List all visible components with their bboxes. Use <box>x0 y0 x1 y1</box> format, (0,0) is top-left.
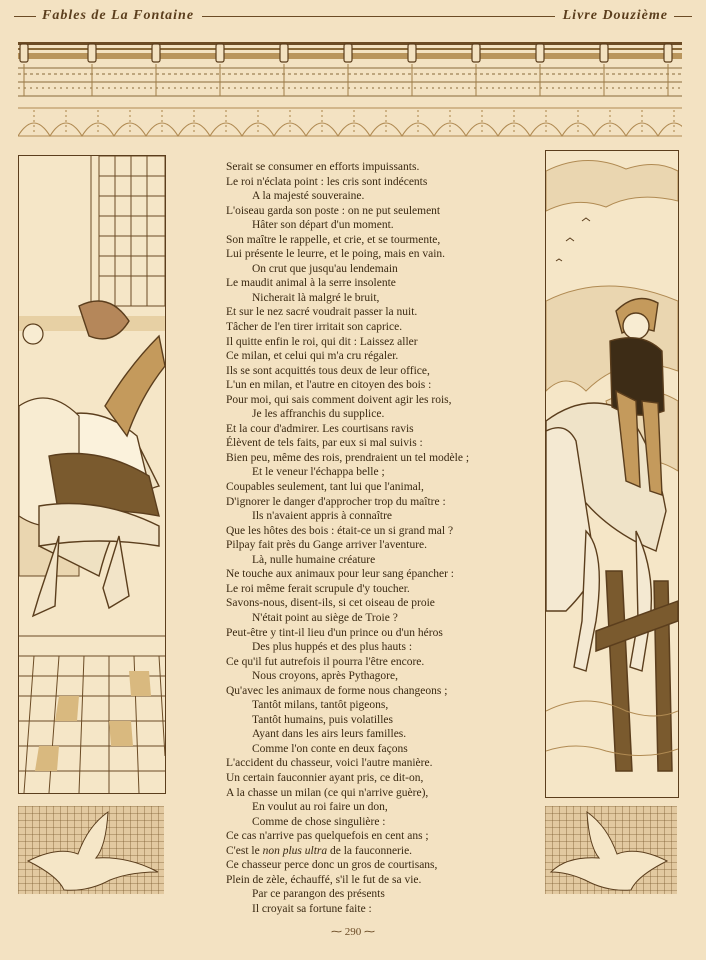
verse-line-text: Je les affranchis du supplice. <box>252 408 385 421</box>
page-number-dash-left: ⁓ <box>331 926 345 938</box>
verse-line <box>226 509 526 524</box>
verse-line-text: Ce milan, et celui qui m'a cru régaler. <box>226 350 399 363</box>
verse-line-text: Là, nulle humaine créature <box>252 553 376 566</box>
verse-line-text: Il croyait sa fortune faite : <box>252 902 372 915</box>
verse-line <box>226 596 526 611</box>
verse-line-text: Tantôt humains, puis volatilles <box>252 713 394 726</box>
verse-line-text: Ils se sont acquittés tous deux de leur office, <box>226 364 430 377</box>
verse-line <box>226 829 526 844</box>
verse-line-text: Tâcher de l'en tirer irritait son caprice. <box>226 321 403 334</box>
verse-line-text: Ce cas n'arrive pas quelquefois en cent ans ; <box>226 830 429 843</box>
fable-verse-text <box>226 160 526 916</box>
header-dash-right <box>674 16 692 17</box>
verse-line <box>226 873 526 888</box>
verse-line <box>226 262 526 277</box>
verse-line <box>226 175 526 190</box>
verse-line <box>226 786 526 801</box>
verse-line <box>226 669 526 684</box>
verse-line-text: Ne touche aux animaux pour leur sang épancher : <box>226 568 454 581</box>
verse-line <box>226 407 526 422</box>
verse-line-text: Ils n'avaient appris à connaître <box>252 510 393 523</box>
verse-line-text: Nicherait là malgré le bruit, <box>252 291 380 304</box>
verse-line-text: A la majesté souveraine. <box>252 190 365 203</box>
verse-line <box>226 582 526 597</box>
bird-tile-left <box>18 806 164 894</box>
verse-line-text: Serait se consumer en efforts impuissants. <box>226 161 420 173</box>
verse-line-text: Coupables seulement, tant lui que l'animal, <box>226 481 424 494</box>
verse-line <box>226 844 526 859</box>
verse-italic-phrase: non plus ultra <box>262 844 328 857</box>
verse-line <box>226 233 526 248</box>
verse-line-text: En voulut au roi faire un don, <box>252 801 388 814</box>
hunter-on-horse-illustration <box>545 150 679 798</box>
verse-line <box>226 291 526 306</box>
verse-line <box>226 393 526 408</box>
verse-line <box>226 335 526 350</box>
verse-line-text: Son maître le rappelle, et crie, et se tourmente, <box>226 233 441 246</box>
verse-line-text: Le roi même ferait scrupule d'y toucher. <box>226 582 410 595</box>
verse-line <box>226 160 526 175</box>
verse-line <box>226 480 526 495</box>
verse-line-text: Savons-nous, disent-ils, si cet oiseau de proie <box>226 597 435 610</box>
verse-line-text: Des plus huppés et des plus hauts : <box>252 641 413 654</box>
verse-line <box>226 655 526 670</box>
verse-line-text: Ce chasseur perce donc un gros de courtisans, <box>226 859 438 872</box>
verse-line <box>226 538 526 553</box>
verse-line <box>226 887 526 902</box>
verse-line-text: Élèvent de tels faits, par eux si mal suivis : <box>226 437 423 450</box>
verse-line <box>226 247 526 262</box>
verse-line-text: Nous croyons, après Pythagore, <box>252 670 398 683</box>
verse-line <box>226 276 526 291</box>
verse-line-text: A la chasse un milan (ce qui n'arrive guère), <box>226 786 429 799</box>
verse-line-text-after: de la fauconnerie. <box>327 844 413 857</box>
header-dash-left <box>14 16 36 17</box>
verse-line <box>226 305 526 320</box>
verse-line-text: Le roi n'éclata point : les cris sont indécents <box>226 175 428 188</box>
verse-line <box>226 524 526 539</box>
verse-line-text: Lui présente le leurre, et le poing, mais en vain. <box>226 248 446 261</box>
verse-line <box>226 320 526 335</box>
verse-line-text: Pilpay fait près du Gange arriver l'aventure. <box>226 539 428 552</box>
verse-line-text: Peut-être y tint-il lieu d'un prince ou d'un héros <box>226 626 443 639</box>
running-header <box>14 6 692 26</box>
verse-line <box>226 436 526 451</box>
verse-line <box>226 698 526 713</box>
verse-line <box>226 727 526 742</box>
verse-line-text: Et sur le nez sacré voudrait passer la nuit. <box>226 306 418 319</box>
verse-line-text: C'est le <box>226 844 263 857</box>
verse-line <box>226 626 526 641</box>
verse-line <box>226 858 526 873</box>
verse-line-text: N'était point au siège de Troie ? <box>252 611 398 624</box>
verse-line <box>226 756 526 771</box>
verse-line-text: Ce qu'il fut autrefois il pourra l'être encore. <box>226 655 425 668</box>
verse-line-text: D'ignorer le danger d'approcher trop du maître : <box>226 495 446 508</box>
verse-line <box>226 189 526 204</box>
verse-line <box>226 495 526 510</box>
bird-tile-right <box>545 806 677 894</box>
verse-line <box>226 567 526 582</box>
verse-line <box>226 378 526 393</box>
verse-line <box>226 611 526 626</box>
verse-line <box>226 713 526 728</box>
verse-line-text: Comme l'on conte en deux façons <box>252 742 408 755</box>
verse-line-text: Un certain fauconnier ayant pris, ce dit-on, <box>226 771 424 784</box>
verse-line-text: Qu'avec les animaux de forme nous changeons ; <box>226 684 448 697</box>
verse-line <box>226 553 526 568</box>
page-number <box>0 925 706 938</box>
verse-line-text: Par ce parangon des présents <box>252 888 385 901</box>
verse-line-text: L'un en milan, et l'autre en citoyen des bois : <box>226 379 432 392</box>
verse-line <box>226 349 526 364</box>
verse-line <box>226 218 526 233</box>
verse-line-text: Plein de zèle, échauffé, s'il le fut de sa vie. <box>226 873 422 886</box>
page-number-value: 290 <box>344 926 362 938</box>
verse-line-text: Il quitte enfin le roi, qui dit : Laissez aller <box>226 335 418 348</box>
verse-line <box>226 422 526 437</box>
verse-line-text: Tantôt milans, tantôt pigeons, <box>252 699 389 712</box>
verse-line-text: L'oiseau garda son poste : on ne put seulement <box>226 204 441 217</box>
verse-line-text: Que les hôtes des bois : était-ce un si grand mal ? <box>226 524 454 537</box>
verse-line-text: Ayant dans les airs leurs familles. <box>252 728 407 741</box>
king-with-falcon-illustration <box>18 155 166 794</box>
verse-line <box>226 800 526 815</box>
verse-line <box>226 451 526 466</box>
header-book-title: Fables de La Fontaine <box>42 8 195 23</box>
verse-line-text: Pour moi, qui sais comment doivent agir les rois, <box>226 393 452 406</box>
verse-line <box>226 815 526 830</box>
curtain-frieze-ornament <box>18 38 682 142</box>
verse-line <box>226 204 526 219</box>
verse-line <box>226 684 526 699</box>
verse-line-text: L'accident du chasseur, voici l'autre manière. <box>226 757 433 770</box>
verse-line <box>226 364 526 379</box>
verse-line-text: On crut que jusqu'au lendemain <box>252 262 398 275</box>
verse-line <box>226 640 526 655</box>
header-book-section: Livre Douzième <box>562 8 668 23</box>
header-rule <box>202 16 555 17</box>
verse-line-text: Bien peu, même des rois, prendraient un tel modèle ; <box>226 451 470 464</box>
verse-line <box>226 465 526 480</box>
verse-line-text: Et la cour d'admirer. Les courtisans ravis <box>226 422 414 435</box>
verse-line <box>226 742 526 757</box>
verse-line-text: Hâter son départ d'un moment. <box>252 219 394 232</box>
verse-line <box>226 902 526 917</box>
verse-line <box>226 771 526 786</box>
page-number-dash-right: ⁓ <box>361 926 375 938</box>
verse-line-text: Le maudit animal à la serre insolente <box>226 277 396 290</box>
verse-line-text: Comme de chose singulière : <box>252 815 386 828</box>
verse-line-text: Et le veneur l'échappa belle ; <box>252 466 385 479</box>
